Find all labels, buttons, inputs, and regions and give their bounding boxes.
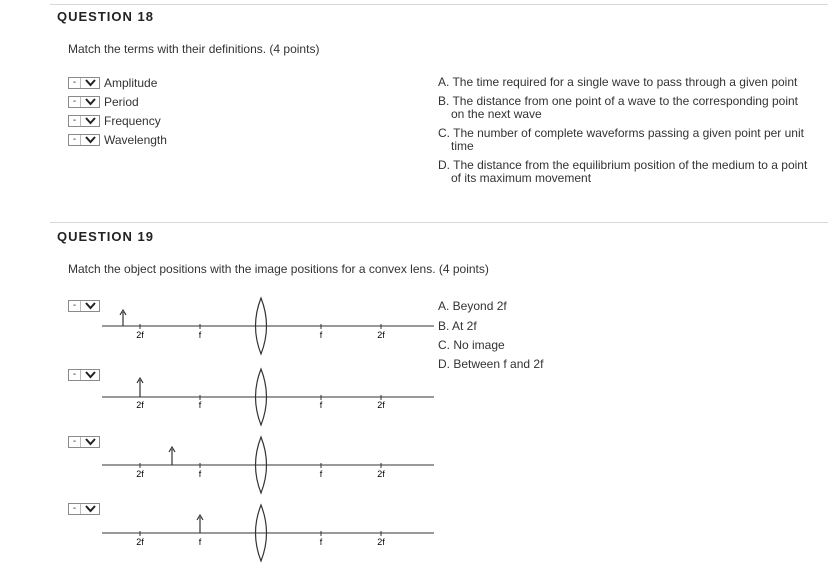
axis-label: 2f	[377, 400, 385, 410]
axis-label: 2f	[136, 469, 144, 479]
axis-label: 2f	[377, 537, 385, 547]
axis-label: f	[319, 469, 323, 479]
select-value: -	[69, 370, 81, 380]
lens-select-4[interactable]	[68, 503, 100, 515]
lens-select-1[interactable]	[68, 300, 100, 312]
definition-letter: B.	[438, 94, 450, 108]
separator-top	[50, 4, 828, 5]
chevron-down-icon	[85, 79, 96, 87]
lens-diagram-3	[98, 432, 438, 496]
term-select-4[interactable]	[68, 134, 100, 146]
select-value: -	[69, 116, 81, 126]
select-value: -	[69, 504, 81, 514]
axis-label: f	[198, 469, 202, 479]
axis-label: 2f	[377, 330, 385, 340]
option-a: A. Beyond 2f	[438, 299, 507, 313]
term-label: Period	[104, 95, 139, 109]
definition-letter: A.	[438, 75, 450, 89]
chevron-down-icon	[85, 371, 96, 379]
question-19-title: QUESTION 19	[57, 229, 154, 244]
term-label: Frequency	[104, 114, 161, 128]
chevron-down-icon	[85, 136, 96, 144]
select-value: -	[69, 135, 81, 145]
question-19-prompt: Match the object positions with the image positions for a convex lens. (4 points)	[68, 262, 489, 276]
term-label: Wavelength	[104, 133, 167, 147]
axis-label: f	[319, 400, 323, 410]
chevron-down-icon	[85, 98, 96, 106]
term-label: Amplitude	[104, 76, 158, 90]
question-18-title: QUESTION 18	[57, 9, 154, 24]
axis-label: f	[198, 330, 202, 340]
axis-label: 2f	[136, 537, 144, 547]
separator-middle	[50, 222, 828, 223]
definition-letter: C.	[438, 126, 450, 140]
chevron-down-icon	[85, 505, 96, 513]
term-select-2[interactable]	[68, 96, 100, 108]
select-value: -	[69, 78, 81, 88]
definition-c	[438, 127, 804, 140]
select-value: -	[69, 437, 81, 447]
select-value: -	[69, 301, 81, 311]
axis-label: 2f	[136, 400, 144, 410]
lens-diagram-4	[98, 499, 438, 567]
lens-diagram-1	[98, 295, 438, 359]
axis-label: f	[198, 400, 202, 410]
axis-label: f	[319, 537, 323, 547]
lens-diagram-2	[98, 365, 438, 429]
option-d: D. Between f and 2f	[438, 357, 544, 371]
definition-text: The time required for a single wave to pass through a given point	[452, 75, 798, 89]
axis-label: f	[319, 330, 323, 340]
axis-label: 2f	[136, 330, 144, 340]
term-select-3[interactable]	[68, 115, 100, 127]
definition-letter: D.	[438, 158, 450, 172]
definition-text: The distance from one point of a wave to the corresponding point	[452, 94, 799, 108]
definition-text-cont: of its maximum movement	[451, 171, 592, 185]
definition-text: The number of complete waveforms passing a given point per unit	[453, 126, 804, 140]
lens-select-3[interactable]	[68, 436, 100, 448]
option-c: C. No image	[438, 338, 505, 352]
axis-label: f	[198, 537, 202, 547]
chevron-down-icon	[85, 302, 96, 310]
definition-a	[438, 76, 797, 89]
axis-label: 2f	[377, 469, 385, 479]
question-18-prompt: Match the terms with their definitions. (4 points)	[68, 42, 320, 56]
definition-text-cont: time	[451, 139, 474, 153]
definition-text-cont: on the next wave	[451, 107, 542, 121]
definition-text: The distance from the equilibrium position of the medium to a point	[453, 158, 808, 172]
term-select-1[interactable]	[68, 77, 100, 89]
lens-select-2[interactable]	[68, 369, 100, 381]
select-value: -	[69, 97, 81, 107]
option-b: B. At 2f	[438, 319, 477, 333]
chevron-down-icon	[85, 117, 96, 125]
chevron-down-icon	[85, 438, 96, 446]
